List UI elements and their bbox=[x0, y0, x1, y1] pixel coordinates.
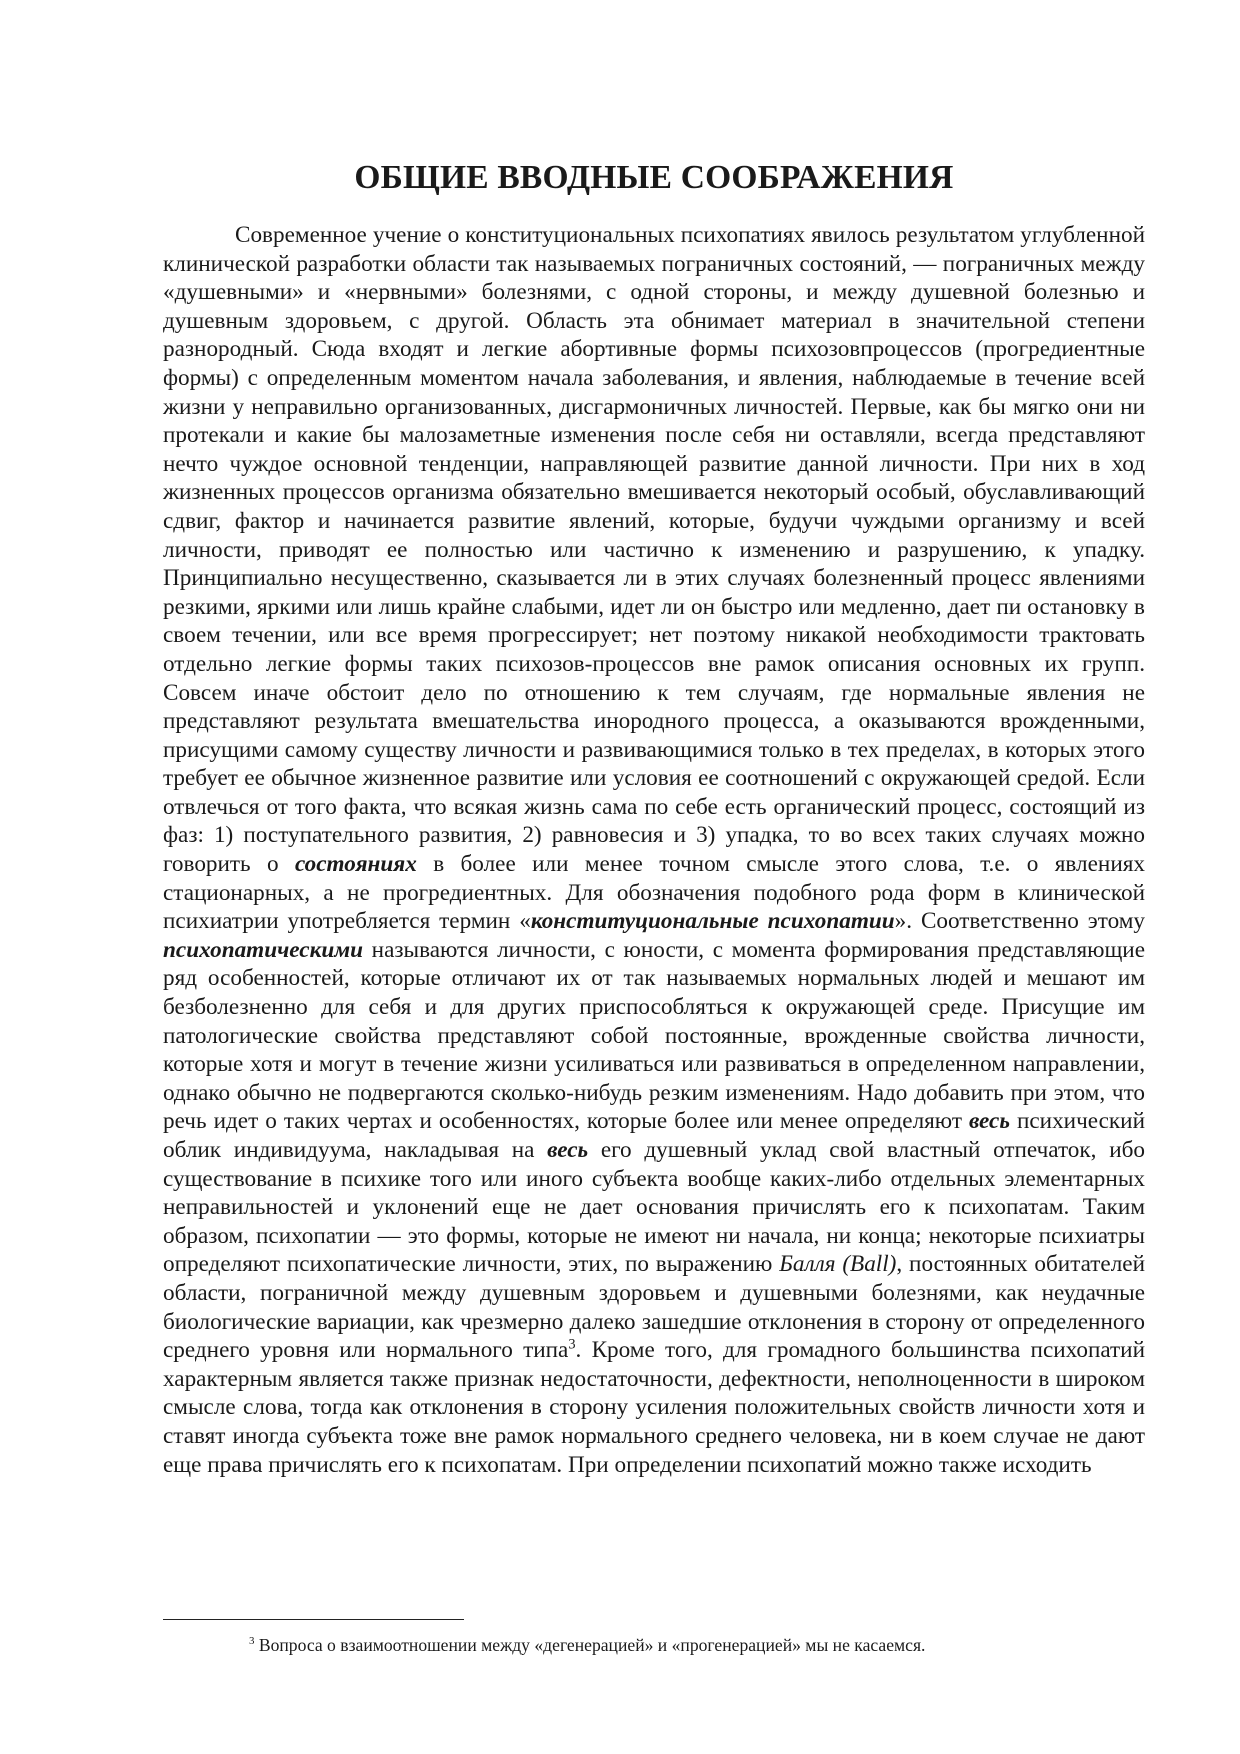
body-text-segment: психический облик индивидуума, накладывая на bbox=[163, 1108, 1145, 1163]
body-text-segment: . Кроме того, для громадного большинства психопатий характерным является также признак недостаточности, дефектности, неполноценности в широком смысле слова, тогда как отклонения в сторону усиления положительных свойств личности хотя и ставят иногда субъекта тоже вне рамок нормального среднего человека, ни в коем случае не дают еще права причислять его к психопатам. При определении психопатий можно также исходить bbox=[163, 1337, 1146, 1478]
footnote-marker: 3 bbox=[249, 1635, 255, 1648]
footnote-divider bbox=[163, 1619, 464, 1620]
body-text-segment: называются личности, с юности, с момента формирования представляющие ряд особенностей, которые отличают их от так называемых нормальных людей и мешают им безболезненно для себя и для других приспособляться к окружающей среде. Присущие им патологические свойства представляют собой постоянные, врожденные свойства личности, которые хотя и могут в течение жизни усиливаться или развиваться в определенном направлении, однако обычно не подвергаются сколько-нибудь резким изменениям. Надо добавить при этом, что речь идет о таких чертах и особенностях, которые более или менее определяют bbox=[163, 936, 1145, 1135]
emphasis-term: состояниях bbox=[294, 851, 417, 878]
body-text-segment: Современное учение о конституциональных психопатиях явилось результатом углубленной клинической разработки области так называемых пограничных состояний, — пограничных между «душевными» и «нервными» болезнями, с одной стороны, и между душевной болезнью и душевным здоровьем, с другой. Область эта обнимает материал в значительной степени разнородный. Сюда входят и легкие абортивные формы психозовпроцессов (прогредиентные формы) с определенным моментом начала заболевания, и явления, наблюдаемые в течение всей жизни у неправильно организованных, дисгармоничных личностей. Первые, как бы мягко они ни протекали и какие бы малозаметные изменения после себя ни оставляли, всегда представляют нечто чуждое основной тенденции, направляющей развитие данной личности. При них в ход жизненных процессов организма обязательно вмешивается некоторый особый, обуславливающий сдвиг, фактор и начинается развитие явлений, которые, будучи чуждыми организму и всей личности, приводят ее полностью или частично к изменению и разрушению, к упадку. Принципиально несущественно, сказывается ли в этих случаях болезненный процесс явлениями резкими, яркими или лишь крайне слабыми, идет ли он быстро или медленно, дает пи остановку в своем течении, или все время прогрессирует; нет поэтому никакой необходимости трактовать отдельно легкие формы таких психозов-процессов вне рамок описания основных их групп. Совсем иначе обстоит дело по отношению к тем случаям, где нормальные явления не представляют результата вмешательства инородного процесса, а оказываются врожденными, присущими самому существу личности и развивающимися только в тех пределах, в которых этого требует ее обычное жизненное развитие или условия ее соотношений с окружающей средой. Если отвлечься от того факта, что всякая жизнь сама по себе есть органический процесс, состоящий из фаз: 1) поступательного развития, 2) равновесия и 3) упадка, то во всех таких случаях можно говорить о bbox=[163, 222, 1145, 878]
body-paragraph bbox=[163, 221, 1145, 1479]
body-text-segment: в более или менее точном смысле этого слова, т.е. о явлениях стационарных, а не прогредиентных. Для обозначения подобного рода форм в клинической психиатрии употребляется термин « bbox=[163, 851, 1146, 935]
body-text-segment: , постоянных обитателей области, пограничной между душевным здоровьем и душевными болезнями, как неудачные биологические вариации, как чрезмерно далеко зашедшие отклонения в сторону от определенного среднего уровня или нормального типа bbox=[163, 1251, 1145, 1364]
body-text-segment: его душевный уклад свой властный отпечаток, ибо существование в психике того или иного субъекта вообще каких-либо отдельных элементарных неправильностей и уклонений еще не дает основания причислять его к психопатам. Таким образом, психопатии — это формы, которые не имеют ни начала, ни конца; некоторые психиатры определяют психопатические личности, этих, по выражению bbox=[163, 1137, 1145, 1278]
footnote-reference: 3 bbox=[568, 1336, 576, 1353]
emphasis-term: психопатическими bbox=[163, 936, 363, 963]
emphasis-term: весь bbox=[547, 1137, 589, 1163]
page-title: ОБЩИЕ ВВОДНЫЕ СООБРАЖЕНИЯ bbox=[354, 159, 954, 196]
footnote bbox=[163, 1634, 1145, 1656]
emphasis-term: весь bbox=[968, 1108, 1010, 1135]
emphasis-term: конституциональные психопатии bbox=[530, 908, 895, 935]
italic-name: Балля (Ball) bbox=[779, 1251, 897, 1278]
body-text-segment: ». Соответственно этому bbox=[894, 908, 1145, 935]
footnote-text: Вопроса о взаимоотношении между «дегенерацией» и «прогенерацией» мы не касаемся. bbox=[254, 1635, 926, 1655]
